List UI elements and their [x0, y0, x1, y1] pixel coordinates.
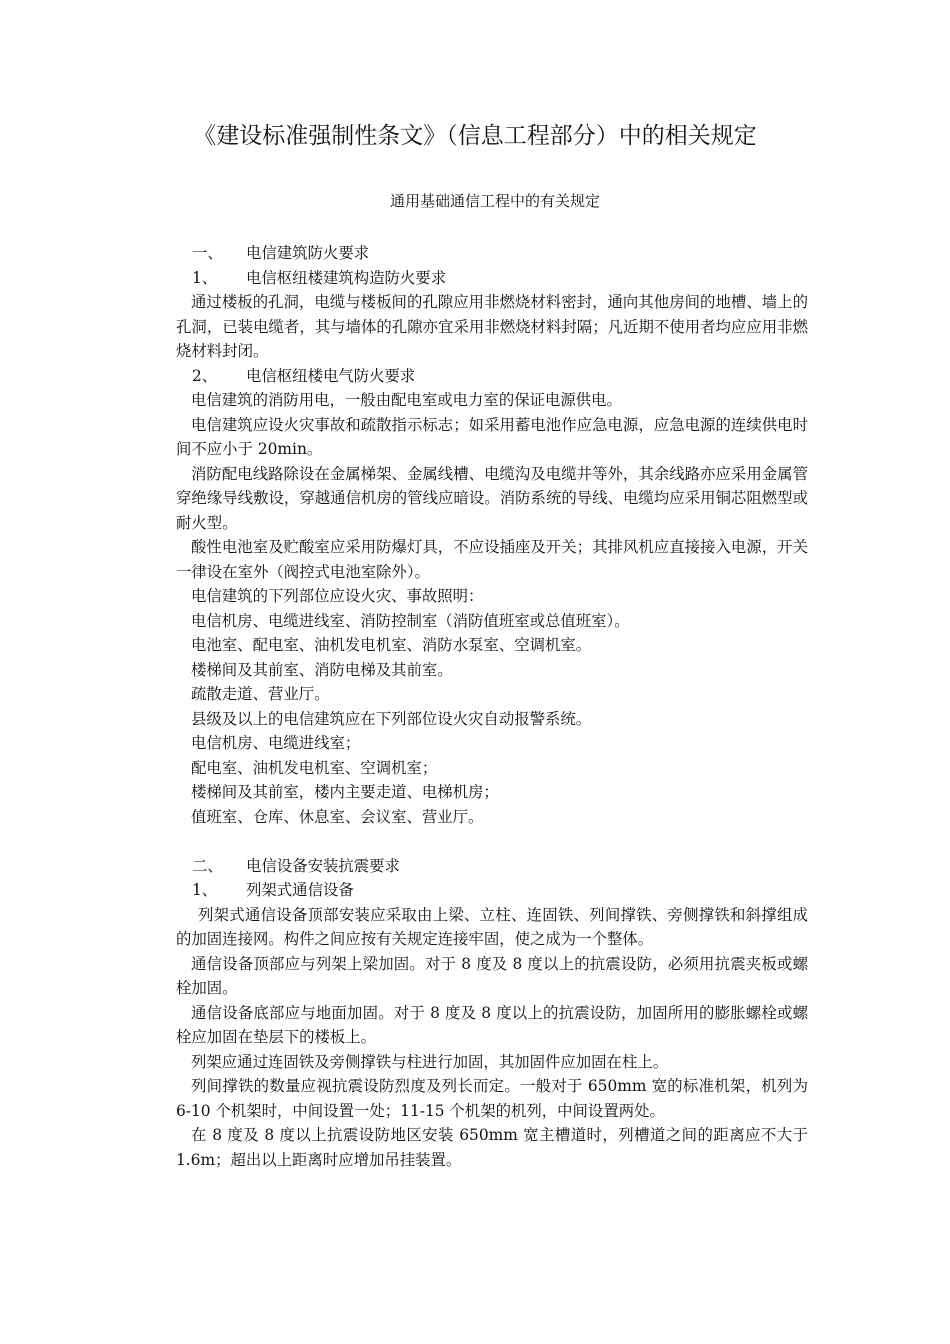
- paragraph: 电信建筑的消防用电，一般由配电室或电力室的保证电源供电。: [191, 391, 622, 409]
- paragraph: 在 8 度及 8 度以上抗震设防地区安装 650mm 宽主槽道时，列槽道之间的距离应不大于 1.6m；超出以上距离时应增加吊挂装置。: [176, 1126, 808, 1169]
- paragraph: 通信设备顶部应与列架上梁加固。对于 8 度及 8 度以上的抗震设防，必须用抗震夹板或螺栓加固。: [176, 954, 808, 997]
- document-subtitle: 通用基础通信工程中的有关规定: [389, 192, 600, 210]
- subsection-number: 2、: [192, 366, 218, 385]
- document-title: 《建设标准强制性条文》（信息工程部分）中的相关规定: [193, 123, 757, 149]
- section-heading: [176, 241, 808, 266]
- paragraph: 县级及以上的电信建筑应在下列部位设火灾自动报警系统。: [191, 709, 592, 728]
- paragraph: 通信设备底部应与地面加固。对于 8 度及 8 度以上的抗震设防，加固所用的膨胀螺栓或螺栓应加固在垫层下的楼板上。: [176, 1003, 808, 1046]
- paragraph: 通过楼板的孔洞，电缆与楼板间的孔隙应用非燃烧材料密封，通向其他房间的地槽、墙上的孔洞，已装电缆者，其与墙体的孔隙亦宜采用非燃烧材料封隔；凡近期不使用者均应应用非燃烧材料封闭。: [176, 293, 808, 360]
- section-title: 电信建筑防火要求: [246, 244, 370, 262]
- section-spacer: [176, 829, 808, 854]
- subsection-number: 1、: [192, 268, 218, 287]
- section-number: 一、: [192, 244, 223, 262]
- paragraph: 消防配电线路除设在金属梯架、金属线槽、电缆沟及电缆井等外，其余线路亦应采用金属管穿绝缘导线敷设，穿越通信机房的管线应暗设。消防系统的导线、电缆均应采用铜芯阻燃型或耐火型。: [176, 464, 808, 532]
- list-item: 值班室、仓库、休息室、会议室、营业厅。: [191, 807, 484, 826]
- paragraph: 列间撑铁的数量应视抗震设防烈度及列长而定。一般对于 650mm 宽的标准机架，机列为 6-10 个机架时，中间设置一处；11-15 个机架的机列，中间设置两处。: [176, 1077, 808, 1120]
- list-item: 电信机房、电缆进线室、消防控制室（消防值班室或总值班室）。: [191, 611, 630, 630]
- document-body: [176, 241, 808, 1172]
- subsection-number: 1、: [192, 881, 218, 899]
- paragraph: 列架式通信设备顶部安装应采取由上梁、立柱、连固铁、列间撑铁、旁侧撑铁和斜撑组成的加固连接网。构件之间应按有关规定连接牢固，使之成为一个整体。: [176, 905, 808, 948]
- subsection-heading: [176, 266, 808, 291]
- section-title: 电信设备安装抗震要求: [246, 856, 400, 875]
- subsection-heading: [176, 878, 808, 903]
- subsection-title: 列架式通信设备: [246, 881, 354, 899]
- list-item: 楼梯间及其前室，楼内主要走道、电梯机房；: [191, 783, 499, 801]
- paragraph: 列架应通过连固铁及旁侧撑铁与柱进行加固，其加固件应加固在柱上。: [191, 1052, 669, 1071]
- section-number: 二、: [192, 856, 223, 875]
- list-item: 配电室、油机发电机室、空调机室；: [191, 758, 438, 777]
- list-item: 楼梯间及其前室、消防电梯及其前室。: [191, 660, 453, 679]
- list-item: 疏散走道、营业厅。: [191, 685, 330, 703]
- subsection-heading: [176, 364, 808, 389]
- paragraph: 电信建筑的下列部位应设火灾、事故照明：: [191, 587, 484, 605]
- paragraph: 酸性电池室及贮酸室应采用防爆灯具，不应设插座及开关；其排风机应直接接入电源，开关一律设在室外（阀控式电池室除外）。: [176, 538, 808, 581]
- paragraph: 电信建筑应设火灾事故和疏散指示标志；如采用蓄电池作应急电源，应急电源的连续供电时间不应小于 20min。: [176, 415, 808, 458]
- section-heading: [176, 854, 808, 879]
- list-item: 电信机房、电缆进线室；: [191, 734, 361, 752]
- subsection-title: 电信枢纽楼建筑构造防火要求: [246, 268, 447, 287]
- subsection-title: 电信枢纽楼电气防火要求: [246, 366, 416, 385]
- list-item: 电池室、配电室、油机发电机室、消防水泵室、空调机室。: [191, 636, 592, 654]
